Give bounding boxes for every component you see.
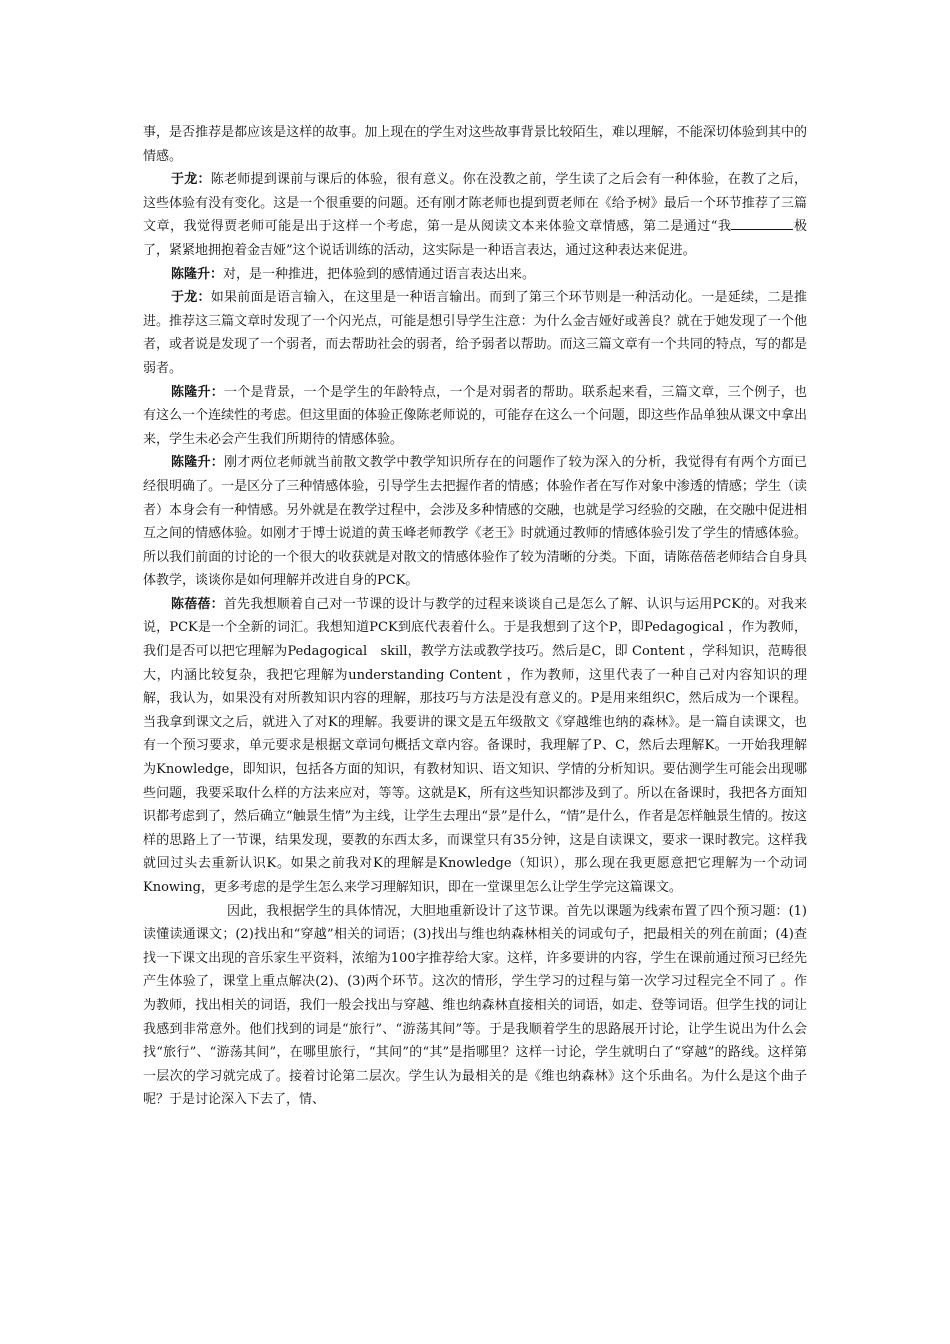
paragraph-text: 首先我想顺着自己对一节课的设计与教学的过程来谈谈自己是怎么了解、认识与运用PCK的。对我来说，PCK是一个全新的词汇。我想知道PCK到底代表着什么。于是我想到了这个P，即Pedagogical ，作为教师，我们是否可以把它理解为Pedagogical skill，教学方法或教学技巧。然后是C，即 Content ，学科知识，范畴很大，内涵比较复杂，我把它理解为understanding Content ，作为教师，这里代表了一种自己对内容知识的理解，我认为，如果没有对所教知识内容的理解，那技巧与方法是没有意义的。P是用来组织C，然后成为一个课程。当我拿到课文之后，就进入了对K的理解。我要讲的课文是五年级散文《穿越维也纳的森林》。是一篇自读课文，也有一个预习要求，单元要求是根据文章词句概括文章内容。备课时，我理解了P、C，然后去理解K。一开始我理解为Knowledge，即知识，包括各方面的知识，有教材知识、语文知识、学情的分析知识。要估测学生可能会出现哪些问题，我要采取什么样的方法来应对，等等。这就是K，所有这些知识都涉及到了。所以在备课时，我把各方面知识都考虑到了，然后确立“触景生情”为主线，让学生去理出“景”是什么，“情”是什么，作者是怎样触景生情的。按这样的思路上了一节课，结果发现，要教的东西太多，而课堂只有35分钟，这是自读课文，要求一课时教完。这样我就回过头去重新认识K。如果之前我对K的理解是Knowledge（知识），那么现在我更愿意把它理解为一个动词Knowing，更多考虑的是学生怎么来学习理解知识，即在一堂课里怎么让学生学完这篇课文。: [143, 596, 807, 895]
speaker-label: 陈隆升：: [171, 384, 225, 400]
document-body: [143, 121, 807, 1112]
paragraph-text: 如果前面是语言输入，在这里是一种语言输出。而到了第三个环节则是一种活动化。一是延续，二是推进。推荐这三篇文章时发现了一个闪光点，可能是想引导学生注意：为什么金吉娅好或善良？就在于她发现了一个他者，或者说是发现了一个弱者，而去帮助社会的弱者，给予弱者以帮助。而这三篇文章有一个共同的特点，写的都是弱者。: [143, 290, 807, 376]
speaker-label: 陈隆升：: [171, 455, 225, 471]
paragraph-text: 事，是否推荐是都应该是这样的故事。加上现在的学生对这些故事背景比较陌生，难以理解，不能深切体验到其中的情感。: [143, 125, 807, 164]
speaker-label: 于龙：: [171, 290, 211, 306]
paragraph-yulong-2: [143, 286, 807, 380]
paragraph-text: 因此，我根据学生的具体情况，大胆地重新设计了这节课。首先以课题为线索布置了四个预习题：(1)读懂读通课文；(2)找出和“穿越”相关的词语；(3)找出与维也纳森林相关的词或句子，把最相关的列在前面；(4)查找一下课文出现的音乐家生平资料，浓缩为100字推荐给大家。这样，许多要讲的内容，学生在课前通过预习已经先产生体验了，课堂上重点解决(2)、(3)两个环节。这次的情形，学生学习的过程与第一次学习过程完全不同了 。作为教师，找出相关的词语，我们一般会找出与穿越、维也纳森林直接相关的词语，如走、登等词语。但学生找的词让我感到非常意外。他们找到的词是“旅行”、“游荡其间”等。于是我顺着学生的思路展开讨论，让学生说出为什么会找“旅行”、“游荡其间”，在哪里旅行，“其间”的“其”是指哪里？这样一讨论，学生就明白了“穿越”的路线。这样第一层次的学习就完成了。接着讨论第二层次。学生认为最相关的是《维也纳森林》这个乐曲名。为什么是这个曲子呢？于是讨论深入下去了，情、: [143, 903, 807, 1108]
paragraph-yulong-1: [143, 168, 807, 262]
paragraph-chenlongsheng-3: [143, 451, 807, 593]
paragraph-text: 刚才两位老师就当前散文教学中教学知识所存在的问题作了较为深入的分析，我觉得有有两个方面已经很明确了。一是区分了三种情感体验，引导学生去把握作者的情感；体验作者在写作对象中渗透的情感；学生（读者）本身会有一种情感。另外就是在教学过程中，会涉及多种情感的交融，也就是学习经验的交融，在交融中促进相互之间的情感体验。如刚才于博士说道的黄玉峰老师教学《老王》时就通过教师的情感体验引发了学生的情感体验。所以我们前面的讨论的一个很大的收获就是对散文的情感体验作了较为清晰的分类。下面，请陈蓓蓓老师结合自身具体教学，谈谈你是如何理解并改进自身的PCK。: [143, 455, 807, 589]
paragraph-text: 一个是背景，一个是学生的年龄特点，一个是对弱者的帮助。联系起来看，三篇文章，三个例子，也有这么一个连续性的考虑。但这里面的体验正像陈老师说的，可能存在这么一个问题，即这些作品单独从课文中拿出来，学生未必会产生我们所期待的情感体验。: [143, 384, 807, 447]
speaker-label: 于龙：: [171, 172, 211, 188]
paragraph-text: 对，是一种推进，把体验到的感情通过语言表达出来。: [223, 266, 536, 282]
paragraph-chenbeibei-1: [143, 593, 807, 900]
fill-in-blank-line: [731, 215, 793, 230]
paragraph-chenbeibei-2: [143, 900, 807, 1112]
paragraph-chenlongsheng-1: [143, 263, 807, 287]
speaker-label: 陈隆升：: [171, 266, 224, 282]
paragraph-text: 陈老师提到课前与课后的体验，很有意义。你在没教之前，学生读了之后会有一种体验，在教了之后，这些体验有没有变化。这是一个很重要的问题。还有刚才陈老师也提到贾老师在《给予树》最后一个环节推荐了三篇文章，我觉得贾老师可能是出于这样一个考虑，第一是从阅读文本来体验文章情感，第二是通过“我: [143, 172, 807, 235]
paragraph-text: 极了，紧紧地拥抱着金吉娅”这个说话训练的活动，这实际是一种语言表达，通过这种表达来促进。: [143, 219, 807, 258]
paragraph-continuation: [143, 121, 807, 168]
paragraph-chenlongsheng-2: [143, 381, 807, 452]
speaker-label: 陈蓓蓓：: [171, 596, 224, 612]
